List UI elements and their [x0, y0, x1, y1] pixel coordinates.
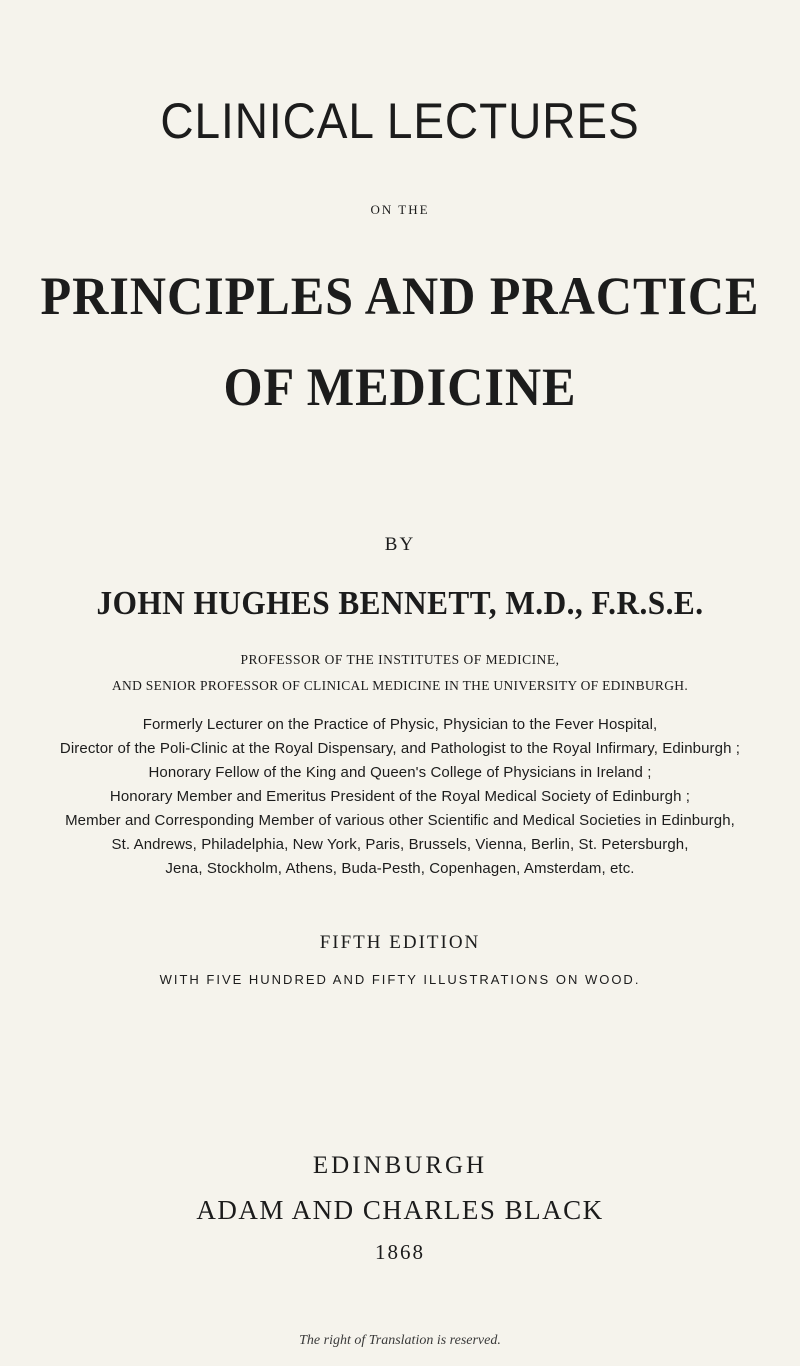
credential-line: Honorary Member and Emeritus President of the Royal Medical Society of Edinburgh ;: [109, 788, 691, 805]
credential-line: St. Andrews, Philadelphia, New York, Paris, Brussels, Vienna, Berlin, St. Petersburgh,: [111, 836, 689, 853]
book-title: CLINICAL LECTURES: [160, 93, 640, 149]
rights-notice: The right of Translation is reserved.: [299, 1333, 501, 1348]
edition-label: FIFTH EDITION: [319, 932, 481, 953]
subject-title-line-2: OF MEDICINE: [223, 357, 577, 417]
illustrations-note: WITH FIVE HUNDRED AND FIFTY ILLUSTRATIONS ON WOOD.: [159, 972, 641, 987]
by-label: BY: [384, 534, 416, 555]
credential-line: Director of the Poli-Clinic at the Royal Dispensary, and Pathologist to the Royal Infirmary, Edinburgh ;: [59, 740, 741, 757]
subject-title-line-1: PRINCIPLES AND PRACTICE: [40, 266, 760, 326]
title-connector: ON THE: [370, 202, 430, 217]
credential-line: Honorary Fellow of the King and Queen's College of Physicians in Ireland ;: [148, 764, 652, 781]
credential-line: Member and Corresponding Member of various other Scientific and Medical Societies in Edinburgh,: [65, 812, 735, 829]
imprint-year: 1868: [375, 1240, 425, 1264]
author-name: JOHN HUGHES BENNETT, M.D., F.R.S.E.: [96, 585, 704, 622]
imprint-city: EDINBURGH: [312, 1152, 488, 1179]
credential-line: Jena, Stockholm, Athens, Buda-Pesth, Copenhagen, Amsterdam, etc.: [165, 860, 635, 877]
author-position-line-2: AND SENIOR PROFESSOR OF CLINICAL MEDICINE IN THE UNIVERSITY OF EDINBURGH.: [111, 678, 689, 693]
imprint-publisher: ADAM AND CHARLES BLACK: [196, 1195, 604, 1225]
author-position-line-1: PROFESSOR OF THE INSTITUTES OF MEDICINE,: [240, 652, 560, 667]
credential-line: Formerly Lecturer on the Practice of Physic, Physician to the Fever Hospital,: [142, 716, 658, 733]
